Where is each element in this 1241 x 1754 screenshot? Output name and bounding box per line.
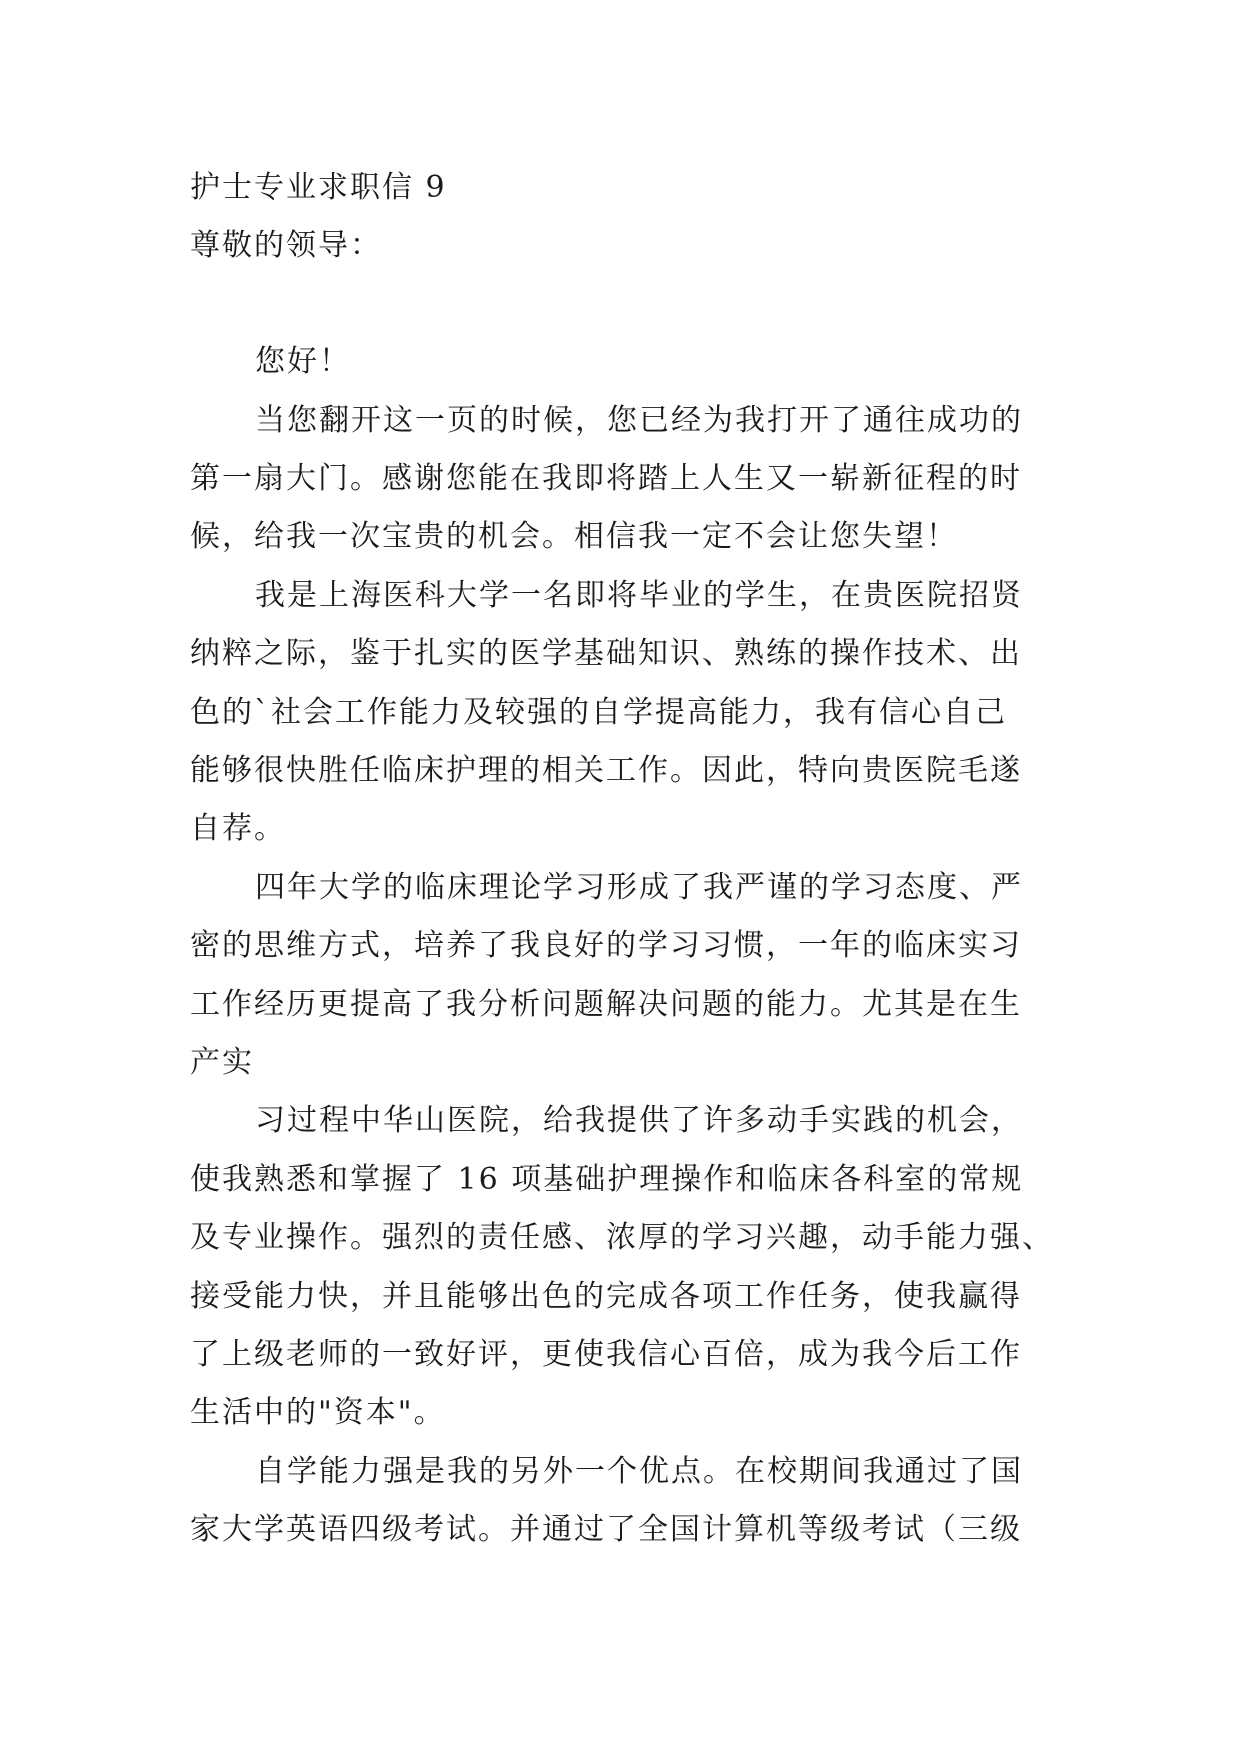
salutation: 尊敬的领导： [190, 228, 382, 263]
paragraph-line: 产实 [190, 1045, 254, 1080]
paragraph-line: 色的`社会工作能力及较强的自学提高能力，我有信心自己 [190, 695, 1007, 730]
paragraph-line: 自荐。 [190, 811, 286, 846]
paragraph-line: 第一扇大门。感谢您能在我即将踏上人生又一崭新征程的时 [190, 461, 1022, 496]
paragraph-line: 生活中的"资本"。 [190, 1395, 446, 1430]
paragraph-line: 我是上海医科大学一名即将毕业的学生，在贵医院招贤 [255, 578, 1023, 613]
paragraph-line: 使我熟悉和掌握了 16 项基础护理操作和临床各科室的常规 [190, 1162, 1024, 1197]
paragraph-line: 候，给我一次宝贵的机会。相信我一定不会让您失望！ [190, 519, 958, 554]
paragraph-line: 习过程中华山医院，给我提供了许多动手实践的机会， [255, 1103, 1023, 1138]
paragraph-line: 接受能力快，并且能够出色的完成各项工作任务，使我赢得 [190, 1279, 1022, 1314]
paragraph-line: 密的思维方式，培养了我良好的学习习惯，一年的临床实习 [190, 928, 1022, 963]
paragraph-line: 四年大学的临床理论学习形成了我严谨的学习态度、严 [255, 870, 1023, 905]
paragraph-line: 当您翻开这一页的时候，您已经为我打开了通往成功的 [255, 403, 1023, 438]
paragraph-line: 自学能力强是我的另外一个优点。在校期间我通过了国 [255, 1454, 1023, 1489]
paragraph-line: 纳粹之际，鉴于扎实的医学基础知识、熟练的操作技术、出 [190, 636, 1022, 671]
paragraph-line: 能够很快胜任临床护理的相关工作。因此，特向贵医院毛遂 [190, 753, 1022, 788]
greeting: 您好！ [255, 344, 351, 379]
document-title: 护士专业求职信 9 [190, 170, 447, 205]
paragraph-line: 了上级老师的一致好评，更使我信心百倍，成为我今后工作 [190, 1337, 1022, 1372]
paragraph-line: 家大学英语四级考试。并通过了全国计算机等级考试（三级 [190, 1512, 1022, 1547]
paragraph-line: 及专业操作。强烈的责任感、浓厚的学习兴趣，动手能力强、 [190, 1220, 1054, 1255]
paragraph-line: 工作经历更提高了我分析问题解决问题的能力。尤其是在生 [190, 987, 1022, 1022]
